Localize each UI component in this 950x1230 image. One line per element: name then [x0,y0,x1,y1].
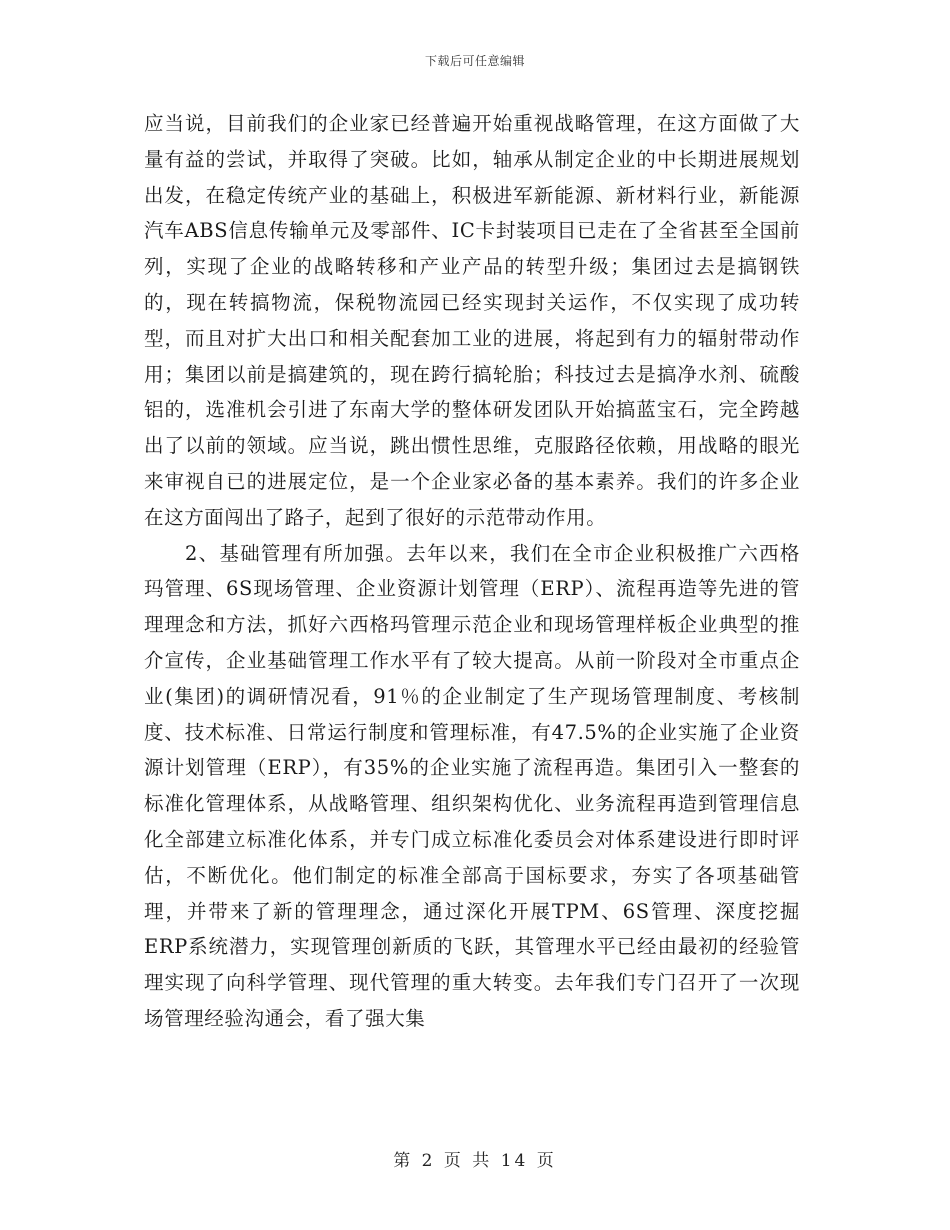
page-header: 下载后可任意编辑 [424,54,525,68]
paragraph-basic-management: 2、基础管理有所加强。去年以来，我们在全市企业积极推广六西格玛管理、6S现场管理、企业资源计划管理（ERP）、流程再造等先进的管理理念和方法，抓好六西格玛管理示范企业和现场管理样板企业典型的推介宣传，企业基础管理工作水平有了较大提高。从前一阶段对全市重点企业(集团)的调研情况看，91％的企业制定了生产现场管理制度、考核制度、技术标准、日常运行制度和管理标准，有47.5%的企业实施了企业资源计划管理（ERP），有35%的企业实施了流程再造。集团引入一整套的标准化管理体系，从战略管理、组织架构优化、业务流程再造到管理信息化全部建立标准化体系，并专门成立标准化委员会对体系建设进行即时评估，不断优化。他们制定的标准全部高于国标要求，夯实了各项基础管理，并带来了新的管理理念，通过深化开展TPM、6S管理、深度挖掘ERP系统潜力，实现管理创新质的飞跃，其管理水平已经由最初的经验管理实现了向科学管理、现代管理的重大转变。去年我们专门召开了一次现场管理经验沟通会，看了强大集 [144,541,800,1030]
paragraph-strategy-management: 应当说，目前我们的企业家已经普遍开始重视战略管理，在这方面做了大量有益的尝试，并取得了突破。比如，轴承从制定企业的中长期进展规划出发，在稳定传统产业的基础上，积极进军新能源、新材料行业，新能源汽车ABS信息传输单元及零部件、IC卡封装项目已走在了全省甚至全国前列，实现了企业的战略转移和产业产品的转型升级；集团过去是搞钢铁的，现在转搞物流，保税物流园已经实现封关运作，不仅实现了成功转型，而且对扩大出口和相关配套加工业的进展，将起到有力的辐射带动作用；集团以前是搞建筑的，现在跨行搞轮胎；科技过去是搞净水剂、硫酸铝的，选准机会引进了东南大学的整体研发团队开始搞蓝宝石，完全跨越出了以前的领域。应当说，跳出惯性思维，克服路径依赖，用战略的眼光来审视自已的进展定位，是一个企业家必备的基本素养。我们的许多企业在这方面闯出了路子，起到了很好的示范带动作用。 [144,112,800,529]
page-number-footer: 第 2 页 共 14 页 [393,1151,557,1171]
document-body [144,106,800,1037]
